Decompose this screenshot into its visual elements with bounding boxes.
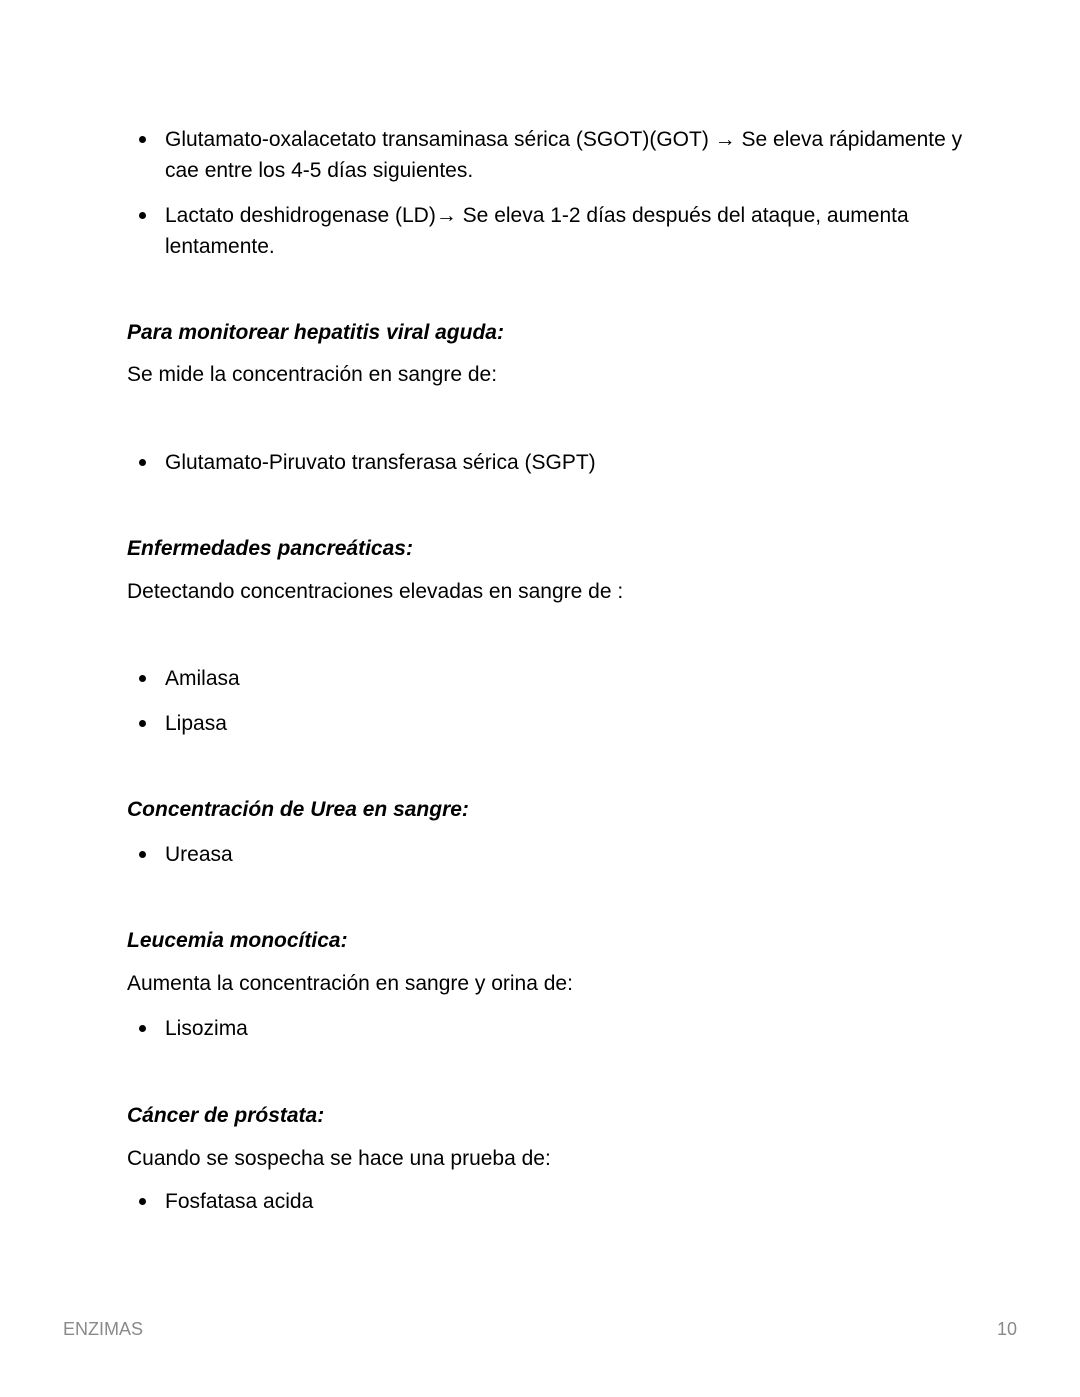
bullet-icon — [139, 212, 146, 219]
list-item-text: Lisozima — [165, 1017, 248, 1040]
footer-title: ENZIMAS — [63, 1319, 144, 1339]
bullet-icon — [139, 720, 146, 727]
list-item — [127, 1013, 967, 1044]
section-heading-pancreas: Enfermedades pancreáticas: — [127, 537, 413, 560]
bullet-icon — [139, 459, 146, 466]
list-item — [127, 663, 967, 694]
list-item — [127, 1186, 967, 1217]
list-item-text: Ureasa — [165, 843, 233, 866]
urea-list — [127, 839, 967, 870]
list-item — [127, 200, 967, 262]
pancreas-list — [127, 663, 967, 739]
list-item-text: Amilasa — [165, 667, 240, 690]
bullet-icon — [139, 1025, 146, 1032]
section-text-hepatitis: Se mide la concentración en sangre de: — [127, 363, 498, 386]
bullet-icon — [139, 851, 146, 858]
list-item — [127, 447, 967, 478]
section-text-prostata: Cuando se sospecha se hace una prueba de: — [127, 1147, 551, 1170]
section-text-leucemia: Aumenta la concentración en sangre y orina de: — [127, 972, 573, 995]
list-item-text: Fosfatasa acida — [165, 1190, 314, 1213]
leucemia-list — [127, 1013, 967, 1044]
hepatitis-list — [127, 447, 967, 478]
section-heading-hepatitis: Para monitorear hepatitis viral aguda: — [127, 321, 504, 344]
section-heading-urea: Concentración de Urea en sangre: — [127, 798, 469, 821]
page-number: 10 — [996, 1319, 1017, 1339]
bullet-icon — [139, 675, 146, 682]
section-text-pancreas: Detectando concentraciones elevadas en sangre de : — [127, 580, 624, 603]
section-heading-prostata: Cáncer de próstata: — [127, 1104, 325, 1127]
bullet-icon — [139, 1198, 146, 1205]
list-item-text: Lactato deshidrogenase (LD)→ Se eleva 1-2 días después del ataque, aumenta lentamente. — [165, 204, 909, 258]
list-item-text: Lipasa — [165, 712, 227, 735]
list-item — [127, 839, 967, 870]
bullet-icon — [139, 136, 146, 143]
page-content — [127, 124, 967, 1217]
list-item — [127, 708, 967, 739]
section-heading-leucemia: Leucemia monocítica: — [127, 929, 348, 952]
enzyme-list — [127, 124, 967, 262]
list-item — [127, 124, 967, 186]
list-item-text: Glutamato-Piruvato transferasa sérica (SGPT) — [165, 451, 596, 474]
prostata-list — [127, 1186, 967, 1217]
list-item-text: Glutamato-oxalacetato transaminasa sérica (SGOT)(GOT) → Se eleva rápidamente y cae entre los 4-5 días siguientes. — [165, 128, 963, 182]
